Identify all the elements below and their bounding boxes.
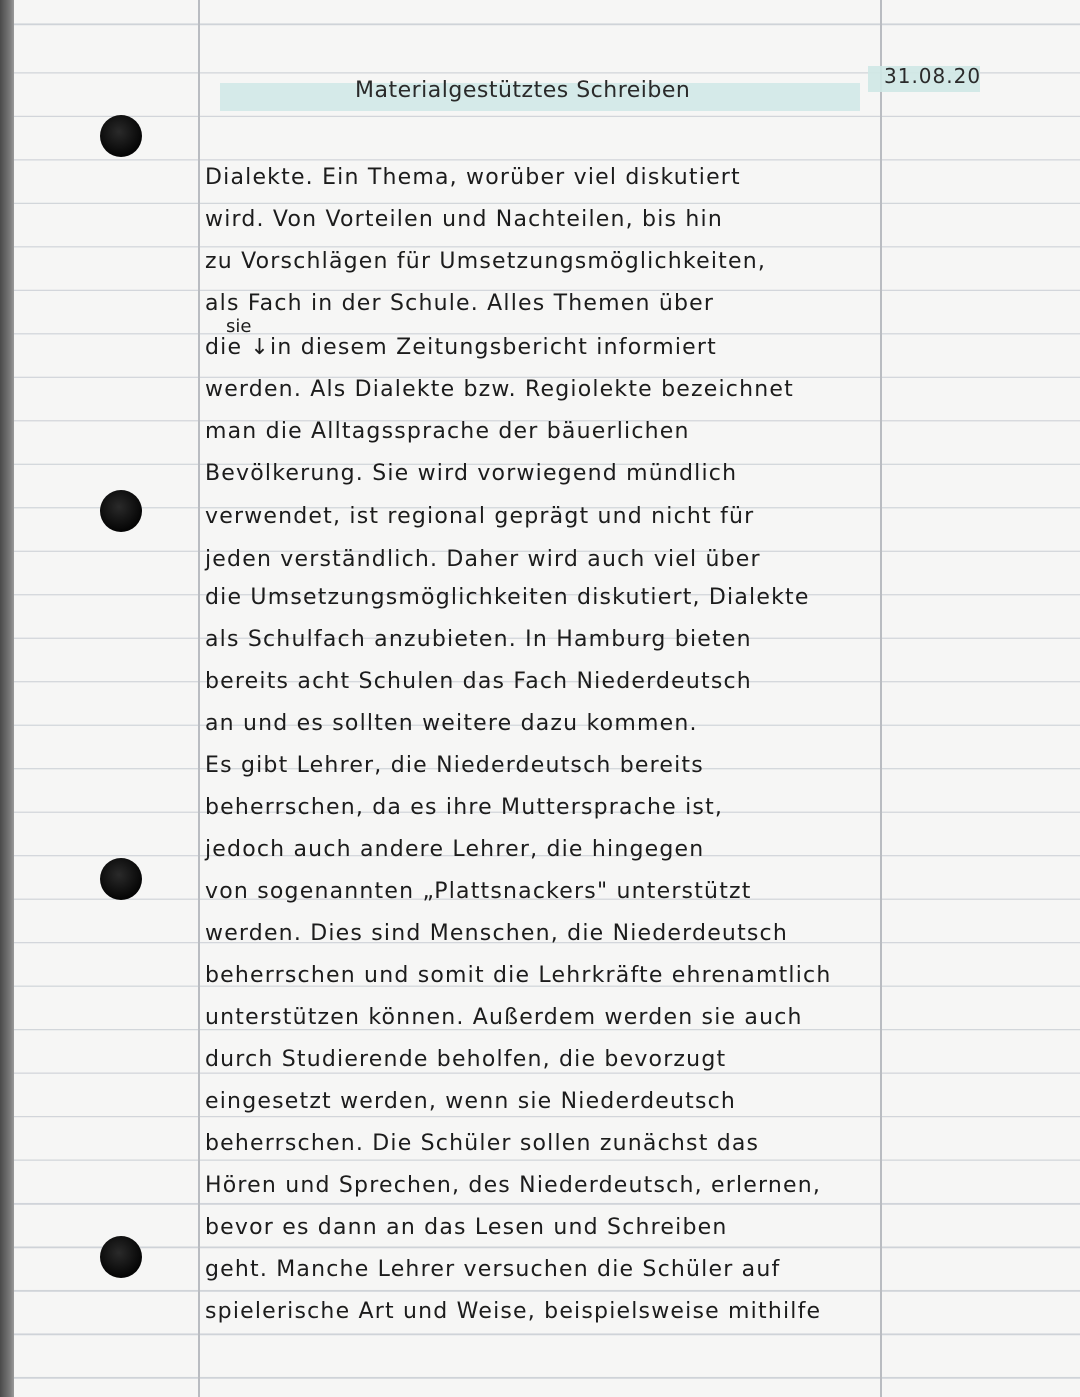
text-line: wird. Von Vorteilen und Nachteilen, bis hin <box>205 207 723 232</box>
punch-hole-3 <box>100 858 142 900</box>
text-line: Hören und Sprechen, des Niederdeutsch, erlernen, <box>205 1173 822 1198</box>
text-line: jedoch auch andere Lehrer, die hingegen <box>205 837 705 862</box>
text-line: von sogenannten „Plattsnackers" unterstützt <box>205 879 752 904</box>
text-line: jeden verständlich. Daher wird auch viel über <box>205 547 761 572</box>
text-line: durch Studierende beholfen, die bevorzugt <box>205 1047 727 1072</box>
text-line: werden. Dies sind Menschen, die Niederdeutsch <box>205 921 788 946</box>
text-line: Bevölkerung. Sie wird vorwiegend mündlich <box>205 461 738 486</box>
text-line: an und es sollten weitere dazu kommen. <box>205 711 698 736</box>
text-line: als Schulfach anzubieten. In Hamburg bieten <box>205 627 752 652</box>
text-line: beherrschen. Die Schüler sollen zunächst das <box>205 1131 760 1156</box>
text-line: unterstützen können. Außerdem werden sie auch <box>205 1005 803 1030</box>
text-line: spielerische Art und Weise, beispielsweise mithilfe <box>205 1299 822 1324</box>
text-line: die ↓in diesem Zeitungsbericht informiert <box>205 335 717 360</box>
punch-hole-4 <box>100 1236 142 1278</box>
text-line: beherrschen und somit die Lehrkräfte ehrenamtlich <box>205 963 832 988</box>
page-title: Materialgestütztes Schreiben <box>355 78 691 103</box>
text-line: Es gibt Lehrer, die Niederdeutsch bereits <box>205 753 704 778</box>
text-line: verwendet, ist regional geprägt und nicht für <box>205 504 755 529</box>
text-line: bevor es dann an das Lesen und Schreiben <box>205 1215 728 1240</box>
text-line: zu Vorschlägen für Umsetzungsmöglichkeiten, <box>205 249 767 274</box>
text-line: bereits acht Schulen das Fach Niederdeutsch <box>205 669 752 694</box>
punch-hole-2 <box>100 490 142 532</box>
punch-hole-1 <box>100 115 142 157</box>
text-line: die Umsetzungsmöglichkeiten diskutiert, Dialekte <box>205 585 810 610</box>
inserted-word: sie <box>226 316 252 337</box>
text-line: Dialekte. Ein Thema, worüber viel diskutiert <box>205 165 741 190</box>
page-date: 31.08.20 <box>884 64 982 88</box>
text-line: beherrschen, da es ihre Muttersprache ist, <box>205 795 724 820</box>
text-line: geht. Manche Lehrer versuchen die Schüler auf <box>205 1257 781 1282</box>
text-line: man die Alltagssprache der bäuerlichen <box>205 419 690 444</box>
text-line: werden. Als Dialekte bzw. Regiolekte bezeichnet <box>205 377 794 402</box>
left-margin-rule <box>198 0 200 1397</box>
text-line: eingesetzt werden, wenn sie Niederdeutsch <box>205 1089 737 1114</box>
text-line: als Fach in der Schule. Alles Themen über <box>205 291 715 316</box>
